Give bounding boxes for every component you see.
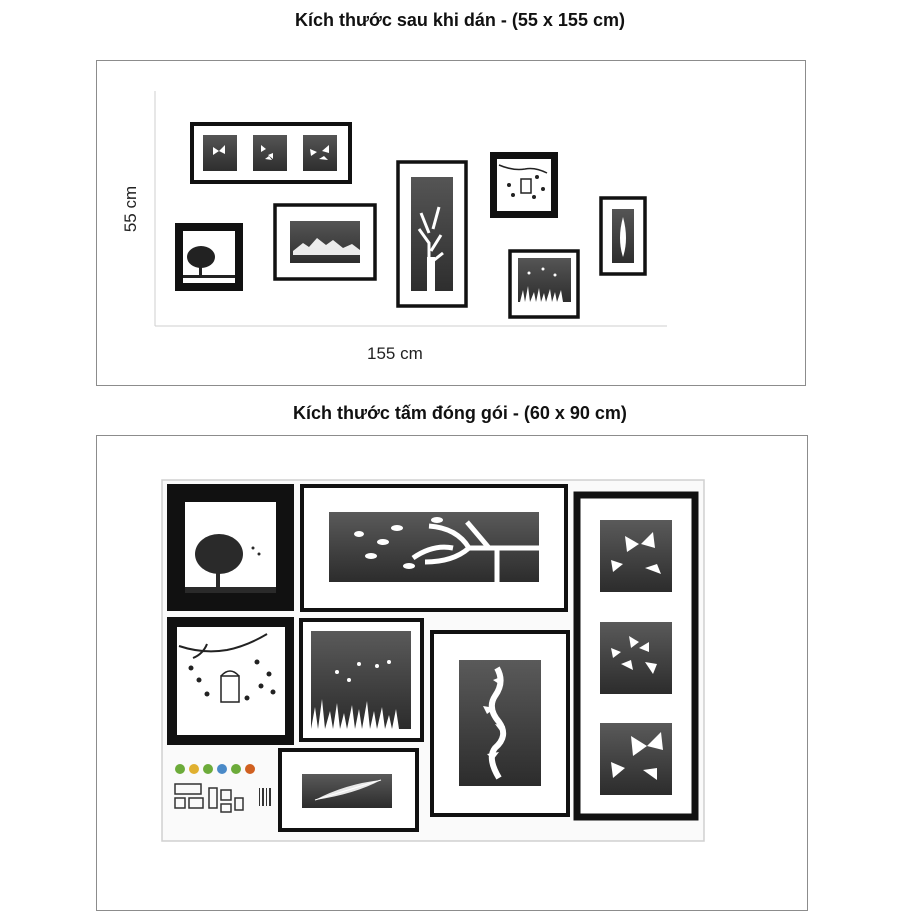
sheet-frame-tall-vine bbox=[432, 632, 568, 815]
after-install-illustration bbox=[97, 61, 804, 384]
frame-tree-on-hill bbox=[175, 223, 243, 291]
frame-butterfly-triptych bbox=[192, 124, 350, 182]
frame-mountain-range bbox=[275, 205, 375, 279]
sheet-frame-butterfly-triptych bbox=[577, 495, 695, 817]
frame-branch-birdcage bbox=[490, 152, 558, 218]
width-dimension-label: 155 cm bbox=[367, 344, 423, 363]
package-panel bbox=[96, 435, 808, 911]
bottom-title: Kích thước tấm đóng gói - (60 x 90 cm) bbox=[293, 403, 627, 423]
sheet-frame-tree-on-hill bbox=[167, 484, 294, 611]
sheet-frame-branch-birdcage bbox=[167, 617, 294, 745]
frame-tall-tree bbox=[398, 162, 466, 306]
sheet-frame-horizontal-tree bbox=[302, 486, 566, 610]
frame-grass-birds bbox=[510, 251, 578, 317]
top-title: Kích thước sau khi dán - (55 x 155 cm) bbox=[295, 10, 625, 30]
sheet-frame-grass-birds bbox=[301, 620, 422, 740]
package-sheet-illustration bbox=[97, 436, 806, 909]
after-install-panel bbox=[96, 60, 806, 386]
frame-feather bbox=[601, 198, 645, 274]
sheet-frame-feather bbox=[280, 750, 417, 830]
height-dimension-label: 55 cm bbox=[121, 185, 140, 233]
